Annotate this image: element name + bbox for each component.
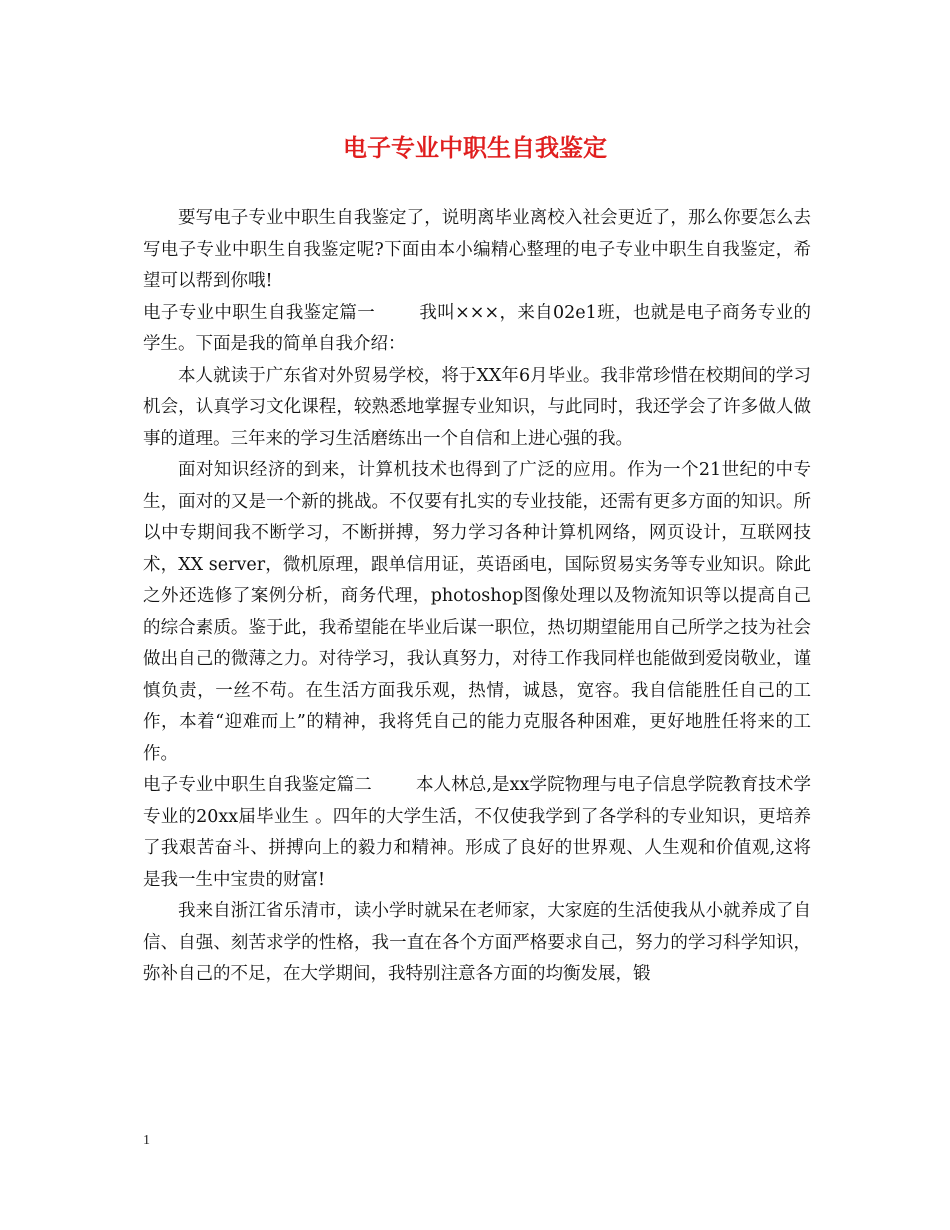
document-title: 电子专业中职生自我鉴定	[343, 133, 607, 162]
paragraph-text: 面对知识经济的到来，计算机技术也得到了广泛的应用。作为一个21世纪的中专生，面对的又是一个新的挑战。不仅要有扎实的专业技能，还需有更多方面的知识。所以中专期间我不断学习，不断拼搏，努力学习各种计算机网络，网页设计，互联网技术，XX server，微机原理，跟单信用证，英语函电，国际贸易实务等专业知识。除此之外还选修了案例分析，商务代理，photoshop图像处理以及物流知识等以提高自己的综合素质。鉴于此，我希望能在毕业后谋一职位，热切期望能用自己所学之技为社会做出自己的微薄之力。对待学习，我认真努力，对待工作我同样也能做到爱岗敬业，谨慎负责，一丝不苟。在生活方面我乐观，热情，诚恳，宽容。我自信能胜任自己的工作，本着“迎难而上”的精神，我将凭自己的能力克服各种困难，更好地胜任将来的工作。	[143, 460, 811, 764]
section-heading: 电子专业中职生自我鉴定篇一	[143, 302, 376, 323]
paragraph-intro	[143, 203, 811, 298]
paragraph-school	[143, 361, 811, 456]
section-heading: 电子专业中职生自我鉴定篇二	[143, 775, 372, 795]
page-number: 1	[143, 1133, 150, 1148]
paragraph-knowledge	[143, 455, 811, 770]
paragraph-section-two-intro	[143, 770, 811, 896]
paragraph-background	[143, 896, 811, 991]
paragraph-text: 本人林总,是xx学院物理与电子信息学院教育技术学专业的20xx届毕业生 。四年的大学生活，不仅使我学到了各学科的专业知识，更培养了我艰苦奋斗、拼搏向上的毅力和精神。形成了良好的世界观、人生观和价值观,这将是我一生中宝贵的财富!	[143, 775, 811, 890]
paragraph-text: 本人就读于广东省对外贸易学校，将于XX年6月毕业。我非常珍惜在校期间的学习机会，认真学习文化课程，较熟悉地掌握专业知识，与此同时，我还学会了许多做人做事的道理。三年来的学习生活磨练出一个自信和上进心强的我。	[143, 365, 811, 449]
paragraph-section-one-intro	[143, 298, 811, 361]
paragraph-text: 我叫×××，来自02e1班，也就是电子商务专业的学生。下面是我的简单自我介绍：	[143, 302, 812, 354]
document-body	[143, 203, 811, 991]
paragraph-text: 要写电子专业中职生自我鉴定了，说明离毕业离校入社会更近了，那么你要怎么去写电子专业中职生自我鉴定呢?下面由本小编精心整理的电子专业中职生自我鉴定，希望可以帮到你哦!	[143, 208, 811, 291]
paragraph-text: 我来自浙江省乐清市，读小学时就呆在老师家，大家庭的生活使我从小就养成了自信、自强、刻苦求学的性格，我一直在各个方面严格要求自己，努力的学习科学知识，弥补自己的不足，在大学期间，我特别注意各方面的均衡发展，锻	[143, 901, 811, 984]
